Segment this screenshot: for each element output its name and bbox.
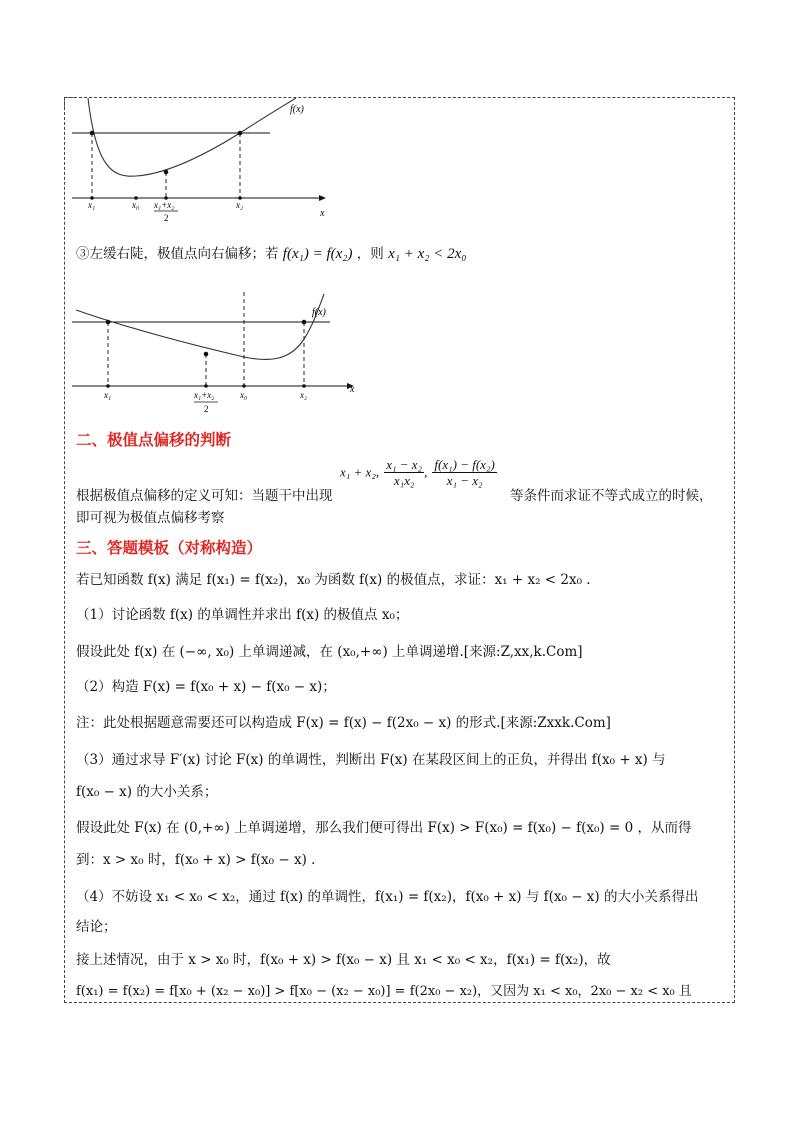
graph-2-label-x0: x₀	[240, 390, 248, 400]
section2-line1a: 根据极值点偏移的定义可知：当题干中出现	[76, 488, 333, 504]
section2-frac1-den: x₁x₂	[393, 473, 415, 488]
section2-frac2-den: x₁ − x₂	[446, 473, 483, 488]
section2-frac2	[432, 457, 496, 488]
graph-1-label-x2: x₂	[236, 200, 244, 210]
section3-line-11: 结论；	[76, 919, 117, 935]
section2-line2: 即可视为极值点偏移考察	[76, 510, 225, 526]
section2-frac1-num: x₁ − x₂	[386, 457, 423, 472]
graph-2	[68, 290, 368, 425]
graph-2-tick-x1	[106, 384, 110, 388]
graph-2-tick-x0	[242, 384, 246, 388]
graph-1-point-x1	[90, 131, 95, 136]
section3-line-6: （3）通过求导 F′(x) 讨论 F(x) 的单调性，判断出 F(x) 在某段区间上的正负，并得出 f(x₀ + x) 与	[76, 752, 666, 768]
graph-2-x-label: x	[350, 384, 355, 395]
graph-2-curve-label: f(x)	[312, 307, 326, 318]
graph-2-tick-mid	[204, 384, 208, 388]
section3-line-13: f(x₁) = f(x₂) = f[x₀ + (x₂ − x₀)] > f[x₀ − (x₂ − x₀)] = f(2x₀ − x₂)，又因为 x₁ < x₀，2x₀ − x₂ < x₀ 且	[76, 984, 692, 999]
case3-text: ③左缓右陡，极值点向右偏移；若	[76, 246, 279, 262]
section3-line-4: （2）构造 F(x) = f(x₀ + x) − f(x₀ − x)；	[76, 679, 336, 695]
section3-line-5: 注：此处根据题意需要还可以构造成 F(x) = f(x) − f(2x₀ − x) 的形式.[来源:Zxxk.Com]	[76, 715, 611, 731]
section3-line-7: f(x₀ − x) 的大小关系；	[76, 784, 218, 800]
graph-1-curve	[88, 98, 296, 176]
section3-line-10: （4）不妨设 x₁ < x₀ < x₂，通过 f(x) 的单调性，f(x₁) = f(x₂)，f(x₀ + x) 与 f(x₀ − x) 的大小关系得出	[76, 889, 699, 905]
section3-line-9: 到：x > x₀ 时，f(x₀ + x) > f(x₀ − x) .	[76, 852, 316, 868]
section2-expr-lead: x₁ + x₂,	[340, 464, 380, 480]
section3-line-8: 假设此处 F(x) 在 (0,+∞) 上单调递增，那么我们便可得出 F(x) > F(x₀) = f(x₀) − f(x₀) = 0 ，从而得	[76, 820, 692, 836]
graph-2-tick-x2	[302, 384, 306, 388]
graph-1-point-mid	[164, 170, 169, 175]
graph-2-label-x2: x₂	[300, 390, 308, 400]
graph-1-x-label: x	[320, 208, 325, 219]
graph-2-point-x1	[106, 320, 111, 325]
graph-1-label-mid-den: 2	[164, 213, 169, 223]
graph-2-label-mid-den: 2	[204, 404, 209, 414]
case3-formula: f(x₁) = f(x₂)	[282, 246, 353, 262]
graph-1	[68, 98, 338, 226]
graph-2-curve	[76, 294, 324, 359]
graph-2-point-mid	[204, 352, 209, 357]
graph-1-x-arrow	[319, 195, 326, 201]
graph-1-point-x2	[238, 131, 243, 136]
section2-title: 二、极值点偏移的判断	[76, 431, 232, 449]
section3-title: 三、答题模板（对称构造）	[76, 539, 263, 557]
section3-line-1: 若已知函数 f(x) 满足 f(x₁) = f(x₂)，x₀ 为函数 f(x) 的极值点，求证：x₁ + x₂ < 2x₀ .	[76, 572, 591, 588]
case3-line	[76, 244, 466, 264]
section2-frac1	[384, 457, 424, 488]
graph-2-label-x1: x₁	[104, 390, 112, 400]
graph-1-label-x1: x₁	[88, 200, 96, 210]
graph-1-curve-label: f(x)	[290, 104, 304, 115]
section2-expressions: x₁ + x₂, $\frac{\text{x₁ − x₂}}{\text{x₁x₂}}$ , $\frac{\text{f(x₁) − f(x₂)}}{\text{x₁ − x₂}}$	[340, 457, 495, 488]
section3-line-2: （1）讨论函数 f(x) 的单调性并求出 f(x) 的极值点 x₀；	[76, 607, 409, 623]
graph-1-label-mid-num: x₁+x₂	[154, 200, 175, 210]
case3-conclusion-lead: ，则	[356, 246, 384, 262]
graph-1-label-x0: x₀	[132, 200, 140, 210]
graph-2-point-x2	[302, 320, 307, 325]
section2-line1b: 等条件而求证不等式成立的时候，	[510, 488, 713, 504]
section3-line-3: 假设此处 f(x) 在 (−∞, x₀) 上单调递减，在 (x₀,+∞) 上单调递增.[来源:Z,xx,k.Com]	[76, 644, 583, 660]
section3-line-12: 接上述情况，由于 x > x₀ 时，f(x₀ + x) > f(x₀ − x) 且 x₁ < x₀ < x₂，f(x₁) = f(x₂)，故	[76, 952, 611, 968]
graph-2-label-mid-num: x₁+x₂	[194, 390, 215, 400]
case3-conclusion: x₁ + x₂ < 2x₀	[388, 246, 467, 262]
section2-frac2-num: f(x₁) − f(x₂)	[434, 457, 495, 472]
